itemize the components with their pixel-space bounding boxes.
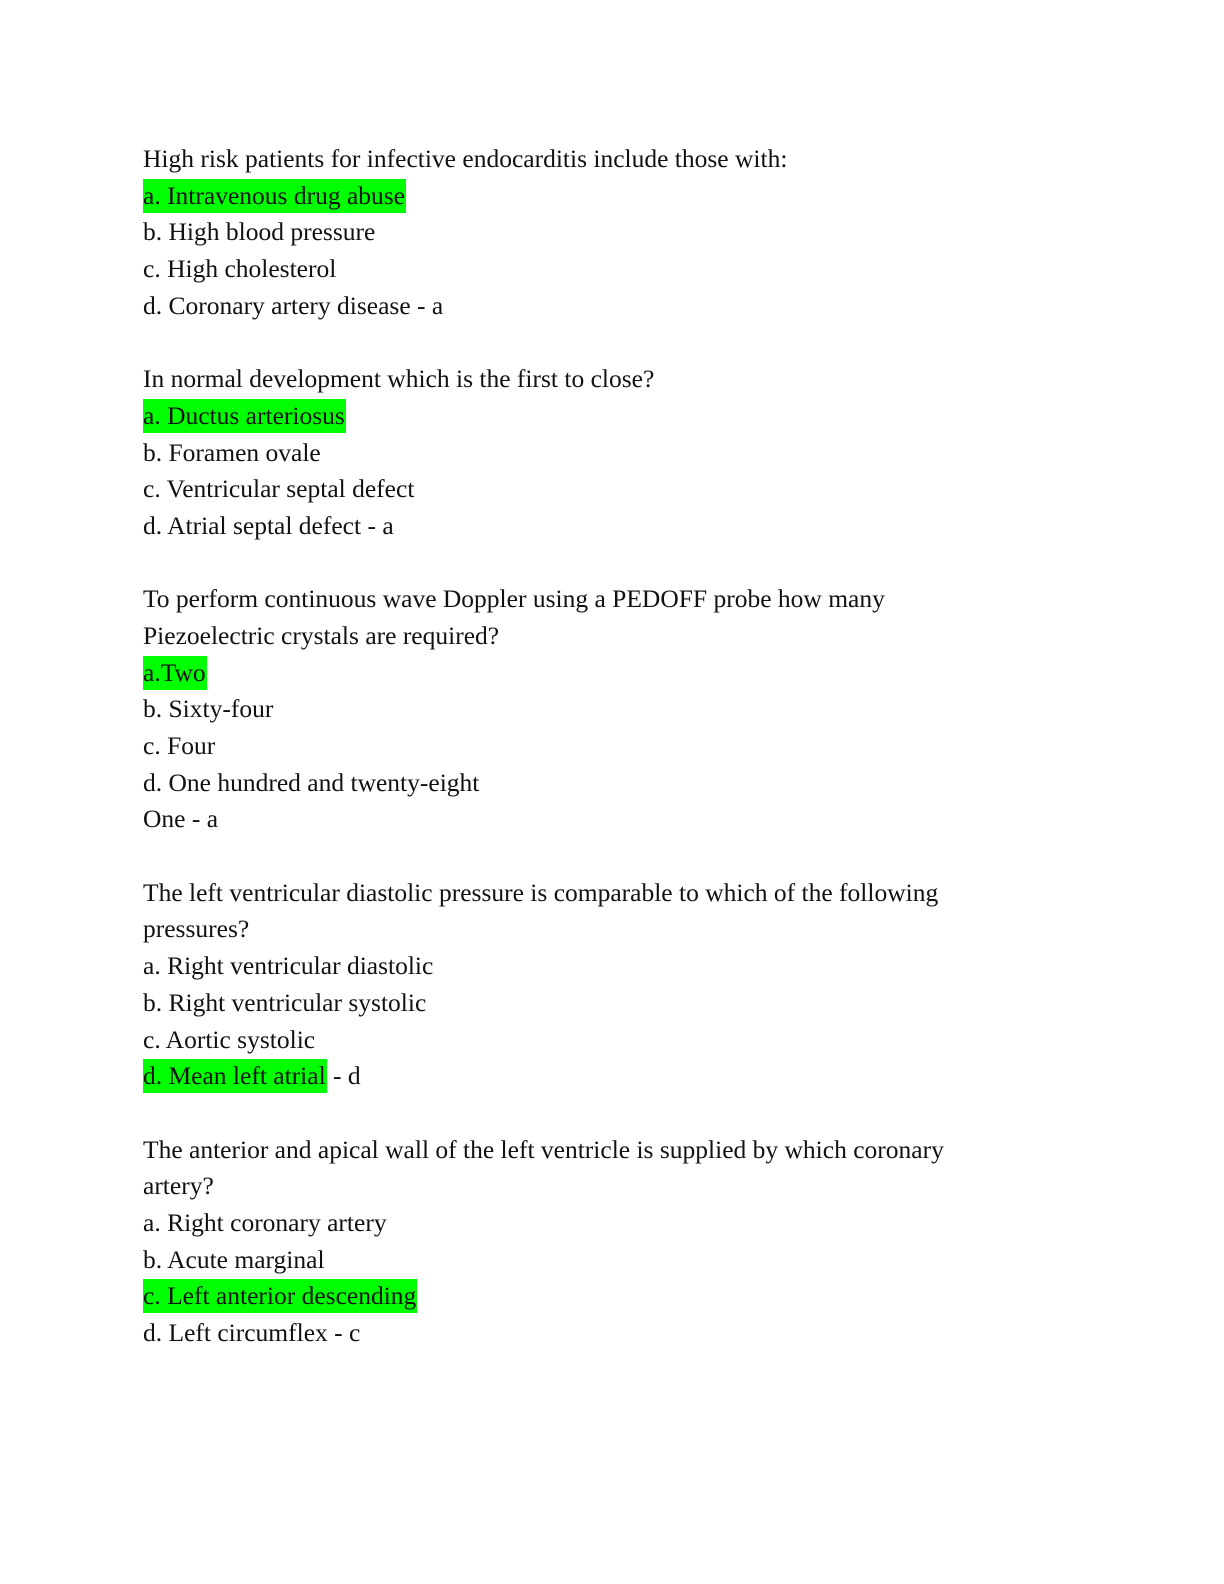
answer-option: d. Coronary artery disease - a bbox=[143, 290, 444, 320]
highlighted-answer: a.Two bbox=[143, 656, 207, 690]
question-stem: The anterior and apical wall of the left ventricle is supplied by which coronary bbox=[143, 1134, 944, 1164]
answer-option: d. One hundred and twenty-eight bbox=[143, 767, 480, 797]
answer-option: b. Right ventricular systolic bbox=[143, 987, 427, 1017]
highlighted-answer: c. Left anterior descending bbox=[143, 1279, 417, 1313]
answer-option: b. Foramen ovale bbox=[143, 437, 321, 467]
spacer bbox=[143, 324, 1043, 361]
highlighted-answer: a. Intravenous drug abuse bbox=[143, 179, 406, 213]
answer-option: One - a bbox=[143, 804, 219, 834]
answer-option: c. Aortic systolic bbox=[143, 1024, 316, 1054]
answer-option bbox=[143, 1058, 1043, 1095]
question-stem: High risk patients for infective endocarditis include those with: bbox=[143, 144, 788, 173]
answer-option: a. Right coronary artery bbox=[143, 1207, 387, 1237]
answer-option: c. High cholesterol bbox=[143, 254, 337, 284]
highlighted-answer: a. Ductus arteriosus bbox=[143, 399, 346, 433]
answer-option: b. Sixty-four bbox=[143, 694, 274, 724]
question-5 bbox=[143, 1132, 1043, 1352]
answer-option: b. High blood pressure bbox=[143, 217, 376, 247]
question-stem: In normal development which is the first to close? bbox=[143, 364, 655, 394]
answer-option bbox=[143, 655, 1043, 692]
answer-option: a. Right ventricular diastolic bbox=[143, 951, 434, 981]
question-stem: The left ventricular diastolic pressure is comparable to which of the following bbox=[143, 877, 939, 907]
question-stem: pressures? bbox=[143, 914, 250, 944]
answer-option: d. Atrial septal defect - a bbox=[143, 510, 394, 540]
spacer bbox=[143, 1095, 1043, 1132]
question-1 bbox=[143, 141, 1043, 324]
answer-option bbox=[143, 178, 1043, 215]
answer-option: b. Acute marginal bbox=[143, 1244, 325, 1274]
answer-option: c. Four bbox=[143, 731, 216, 760]
question-stem: Piezoelectric crystals are required? bbox=[143, 620, 500, 650]
document-page bbox=[143, 141, 1043, 1352]
question-2 bbox=[143, 361, 1043, 544]
question-stem: artery? bbox=[143, 1171, 214, 1201]
answer-key: - d bbox=[326, 1061, 361, 1091]
answer-option: c. Ventricular septal defect bbox=[143, 474, 415, 504]
question-3 bbox=[143, 581, 1043, 838]
highlighted-answer: d. Mean left atrial bbox=[143, 1059, 327, 1093]
answer-option bbox=[143, 398, 1043, 435]
answer-option bbox=[143, 1278, 1043, 1315]
question-4 bbox=[143, 875, 1043, 1095]
spacer bbox=[143, 838, 1043, 875]
question-stem: To perform continuous wave Doppler using a PEDOFF probe how many bbox=[143, 584, 885, 614]
answer-option: d. Left circumflex - c bbox=[143, 1318, 361, 1347]
spacer bbox=[143, 545, 1043, 582]
